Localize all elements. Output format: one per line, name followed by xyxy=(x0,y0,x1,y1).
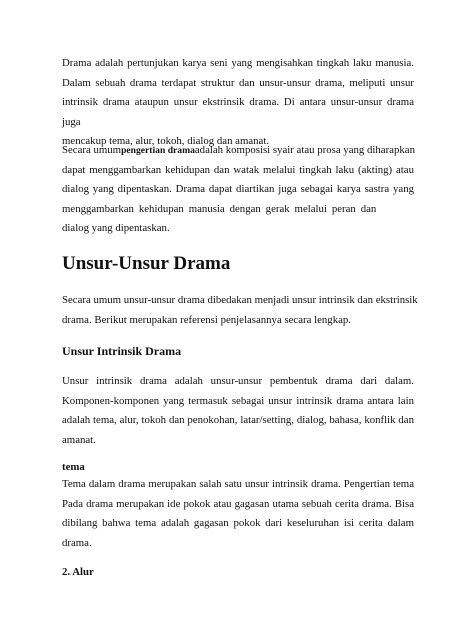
label-tema: tema xyxy=(62,461,85,473)
text-run: adalah komposisi syair atau prosa yang diharapkan xyxy=(194,144,415,156)
text-line: mencakup tema, alur, tokoh, dialog dan amanat. xyxy=(62,135,270,148)
text-line: menggambarkan kehidupan manusia dengan gerak melalui peran dan xyxy=(62,202,377,215)
text-line: Dalam sebuah drama terdapat struktur dan unsur-unsur drama, meliputi unsur xyxy=(62,76,414,89)
text-line: drama. xyxy=(62,536,92,549)
text-line: adalah tema, alur, tokoh dan penokohan, latar/setting, dialog, bahasa, konflik dan xyxy=(62,414,414,427)
text-line: Pada drama merupakan ide pokok atau gagasan utama sebuah cerita drama. Bisa xyxy=(62,497,414,510)
text-line: Drama adalah pertunjukan karya seni yang mengisahkan tingkah laku manusia. xyxy=(62,57,414,69)
text-line: dialog yang dipentaskan. xyxy=(62,222,170,235)
text-line: drama. Berikut merupakan referensi penjelasannya secara lengkap. xyxy=(62,313,351,326)
text-line: dapat menggambarkan kehidupan dan watak melalui tingkah laku (akting) atau xyxy=(62,163,414,176)
text-line xyxy=(62,141,414,161)
label-alur: 2. Alur xyxy=(62,566,94,578)
text-line: intrinsik drama ataupun unsur ekstrinsik drama. Di antara unsur-unsur drama juga xyxy=(62,96,414,128)
text-line: dialog yang dipentaskan. Drama dapat diartikan juga sebagai karya sastra yang xyxy=(62,183,414,196)
paragraph-unsur-overview xyxy=(62,291,418,330)
text-line: amanat. xyxy=(62,433,96,446)
paragraph-unsur-intrinsik xyxy=(62,372,414,450)
text-line: Unsur intrinsik drama adalah unsur-unsur pembentuk drama dari dalam. xyxy=(62,375,414,387)
paragraph-tema xyxy=(62,475,414,553)
heading-unsur-intrinsik: Unsur Intrinsik Drama xyxy=(62,344,182,358)
heading-unsur-unsur-drama: Unsur-Unsur Drama xyxy=(62,253,231,274)
text-line: Tema dalam drama merupakan salah satu unsur intrinsik drama. Pengertian tema xyxy=(62,478,414,490)
paragraph-pengertian-drama xyxy=(62,141,414,239)
paragraph-drama-definition xyxy=(62,54,414,152)
text-line: Komponen-komponen yang termasuk sebagai unsur intrinsik drama antara lain xyxy=(62,394,414,407)
text-line: Secara umum unsur-unsur drama dibedakan menjadi unsur intrinsik dan ekstrinsik xyxy=(62,294,418,306)
text-line: dibilang bahwa tema adalah gagasan pokok dari keseluruhan isi cerita dalam xyxy=(62,517,414,530)
bold-term: pengertian drama xyxy=(121,145,195,156)
text-run: Secara umum xyxy=(62,144,122,156)
